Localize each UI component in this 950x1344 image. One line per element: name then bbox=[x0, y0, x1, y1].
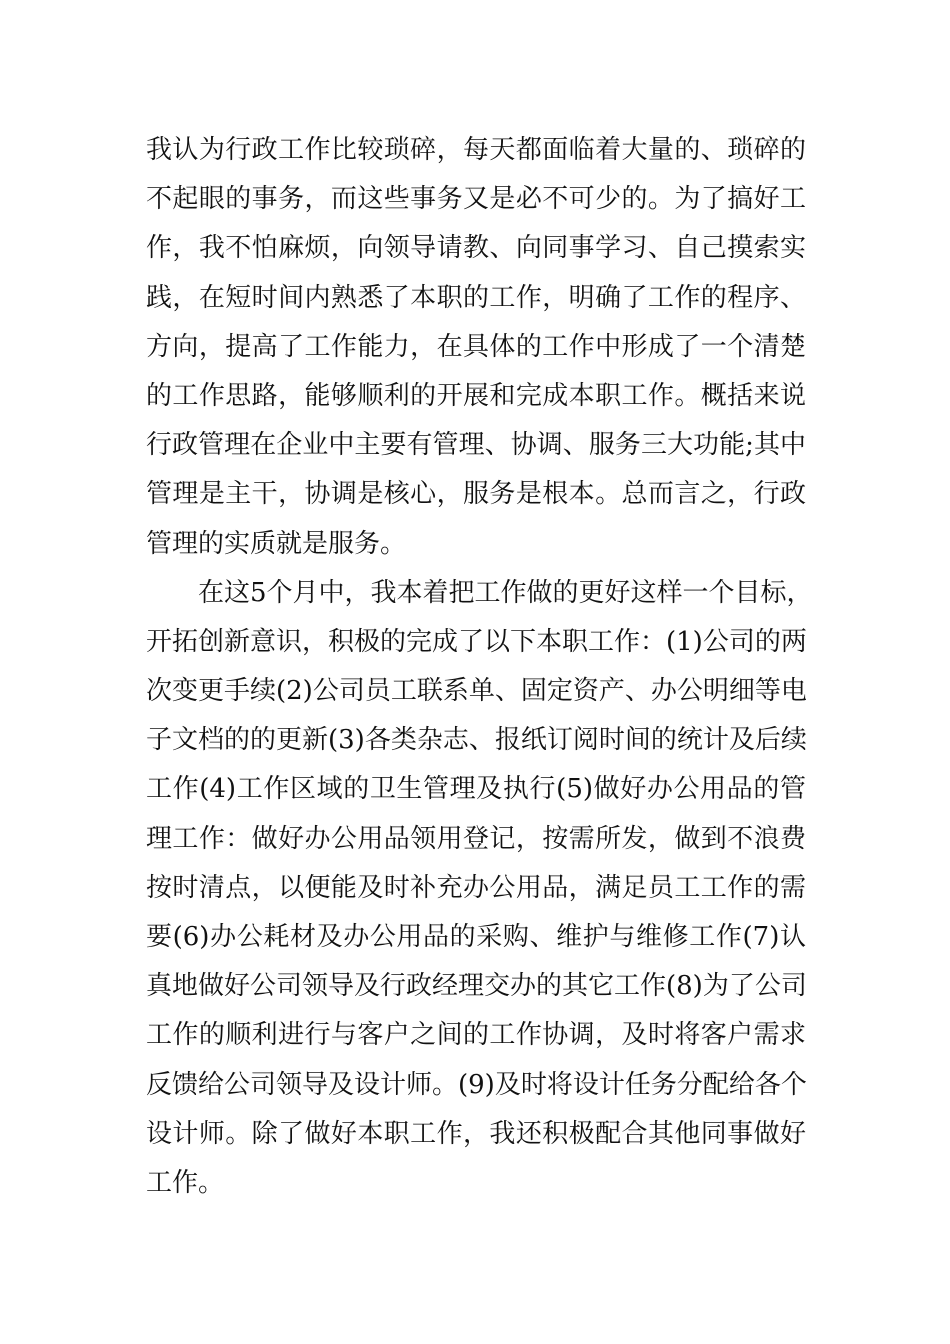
text-line: 反馈给公司领导及设计师。(9)及时将设计任务分配给各个 bbox=[146, 1069, 807, 1100]
text-line: 工作。 bbox=[146, 1167, 225, 1198]
text-line: 开拓创新意识，积极的完成了以下本职工作：(1)公司的两 bbox=[146, 626, 807, 657]
text-line: 管理的实质就是服务。 bbox=[146, 528, 407, 559]
text-line: 行政管理在企业中主要有管理、协调、服务三大功能;其中 bbox=[146, 430, 806, 461]
text-line: 按时清点，以便能及时补充办公用品，满足员工工作的需 bbox=[146, 872, 806, 903]
text-line: 我认为行政工作比较琐碎，每天都面临着大量的、琐碎的 bbox=[146, 135, 806, 165]
text-line: 管理是主干，协调是核心，服务是根本。总而言之，行政 bbox=[146, 479, 806, 510]
text-line: 次变更手续(2)公司员工联系单、固定资产、办公明细等电 bbox=[146, 676, 807, 707]
text-line: 要(6)办公耗材及办公用品的采购、维护与维修工作(7)认 bbox=[146, 922, 806, 952]
text-line: 工作(4)工作区域的卫生管理及执行(5)做好办公用品的管 bbox=[146, 774, 806, 805]
text-line: 理工作：做好办公用品领用登记，按需所发，做到不浪费 bbox=[146, 823, 806, 854]
text-line: 设计师。除了做好本职工作，我还积极配合其他同事做好 bbox=[146, 1118, 806, 1149]
text-line: 工作的顺利进行与客户之间的工作协调，及时将客户需求 bbox=[146, 1020, 806, 1051]
text-line: 的工作思路，能够顺利的开展和完成本职工作。概括来说 bbox=[146, 380, 806, 411]
text-line: 方向，提高了工作能力，在具体的工作中形成了一个清楚 bbox=[146, 331, 806, 362]
text-line: 不起眼的事务，而这些事务又是必不可少的。为了搞好工 bbox=[146, 184, 806, 215]
text-line: 在这5个月中，我本着把工作做的更好这样一个目标， bbox=[198, 577, 813, 608]
text-line: 作，我不怕麻烦，向领导请教、向同事学习、自己摸索实 bbox=[146, 233, 806, 264]
paragraph-2 bbox=[146, 569, 813, 1208]
text-line: 子文档的的更新(3)各类杂志、报纸订阅时间的统计及后续 bbox=[146, 725, 807, 756]
paragraph-1 bbox=[146, 126, 806, 569]
text-line: 真地做好公司领导及行政经理交办的其它工作(8)为了公司 bbox=[146, 971, 807, 1002]
text-line: 践，在短时间内熟悉了本职的工作，明确了工作的程序、 bbox=[146, 282, 806, 313]
document-body bbox=[146, 126, 813, 1208]
